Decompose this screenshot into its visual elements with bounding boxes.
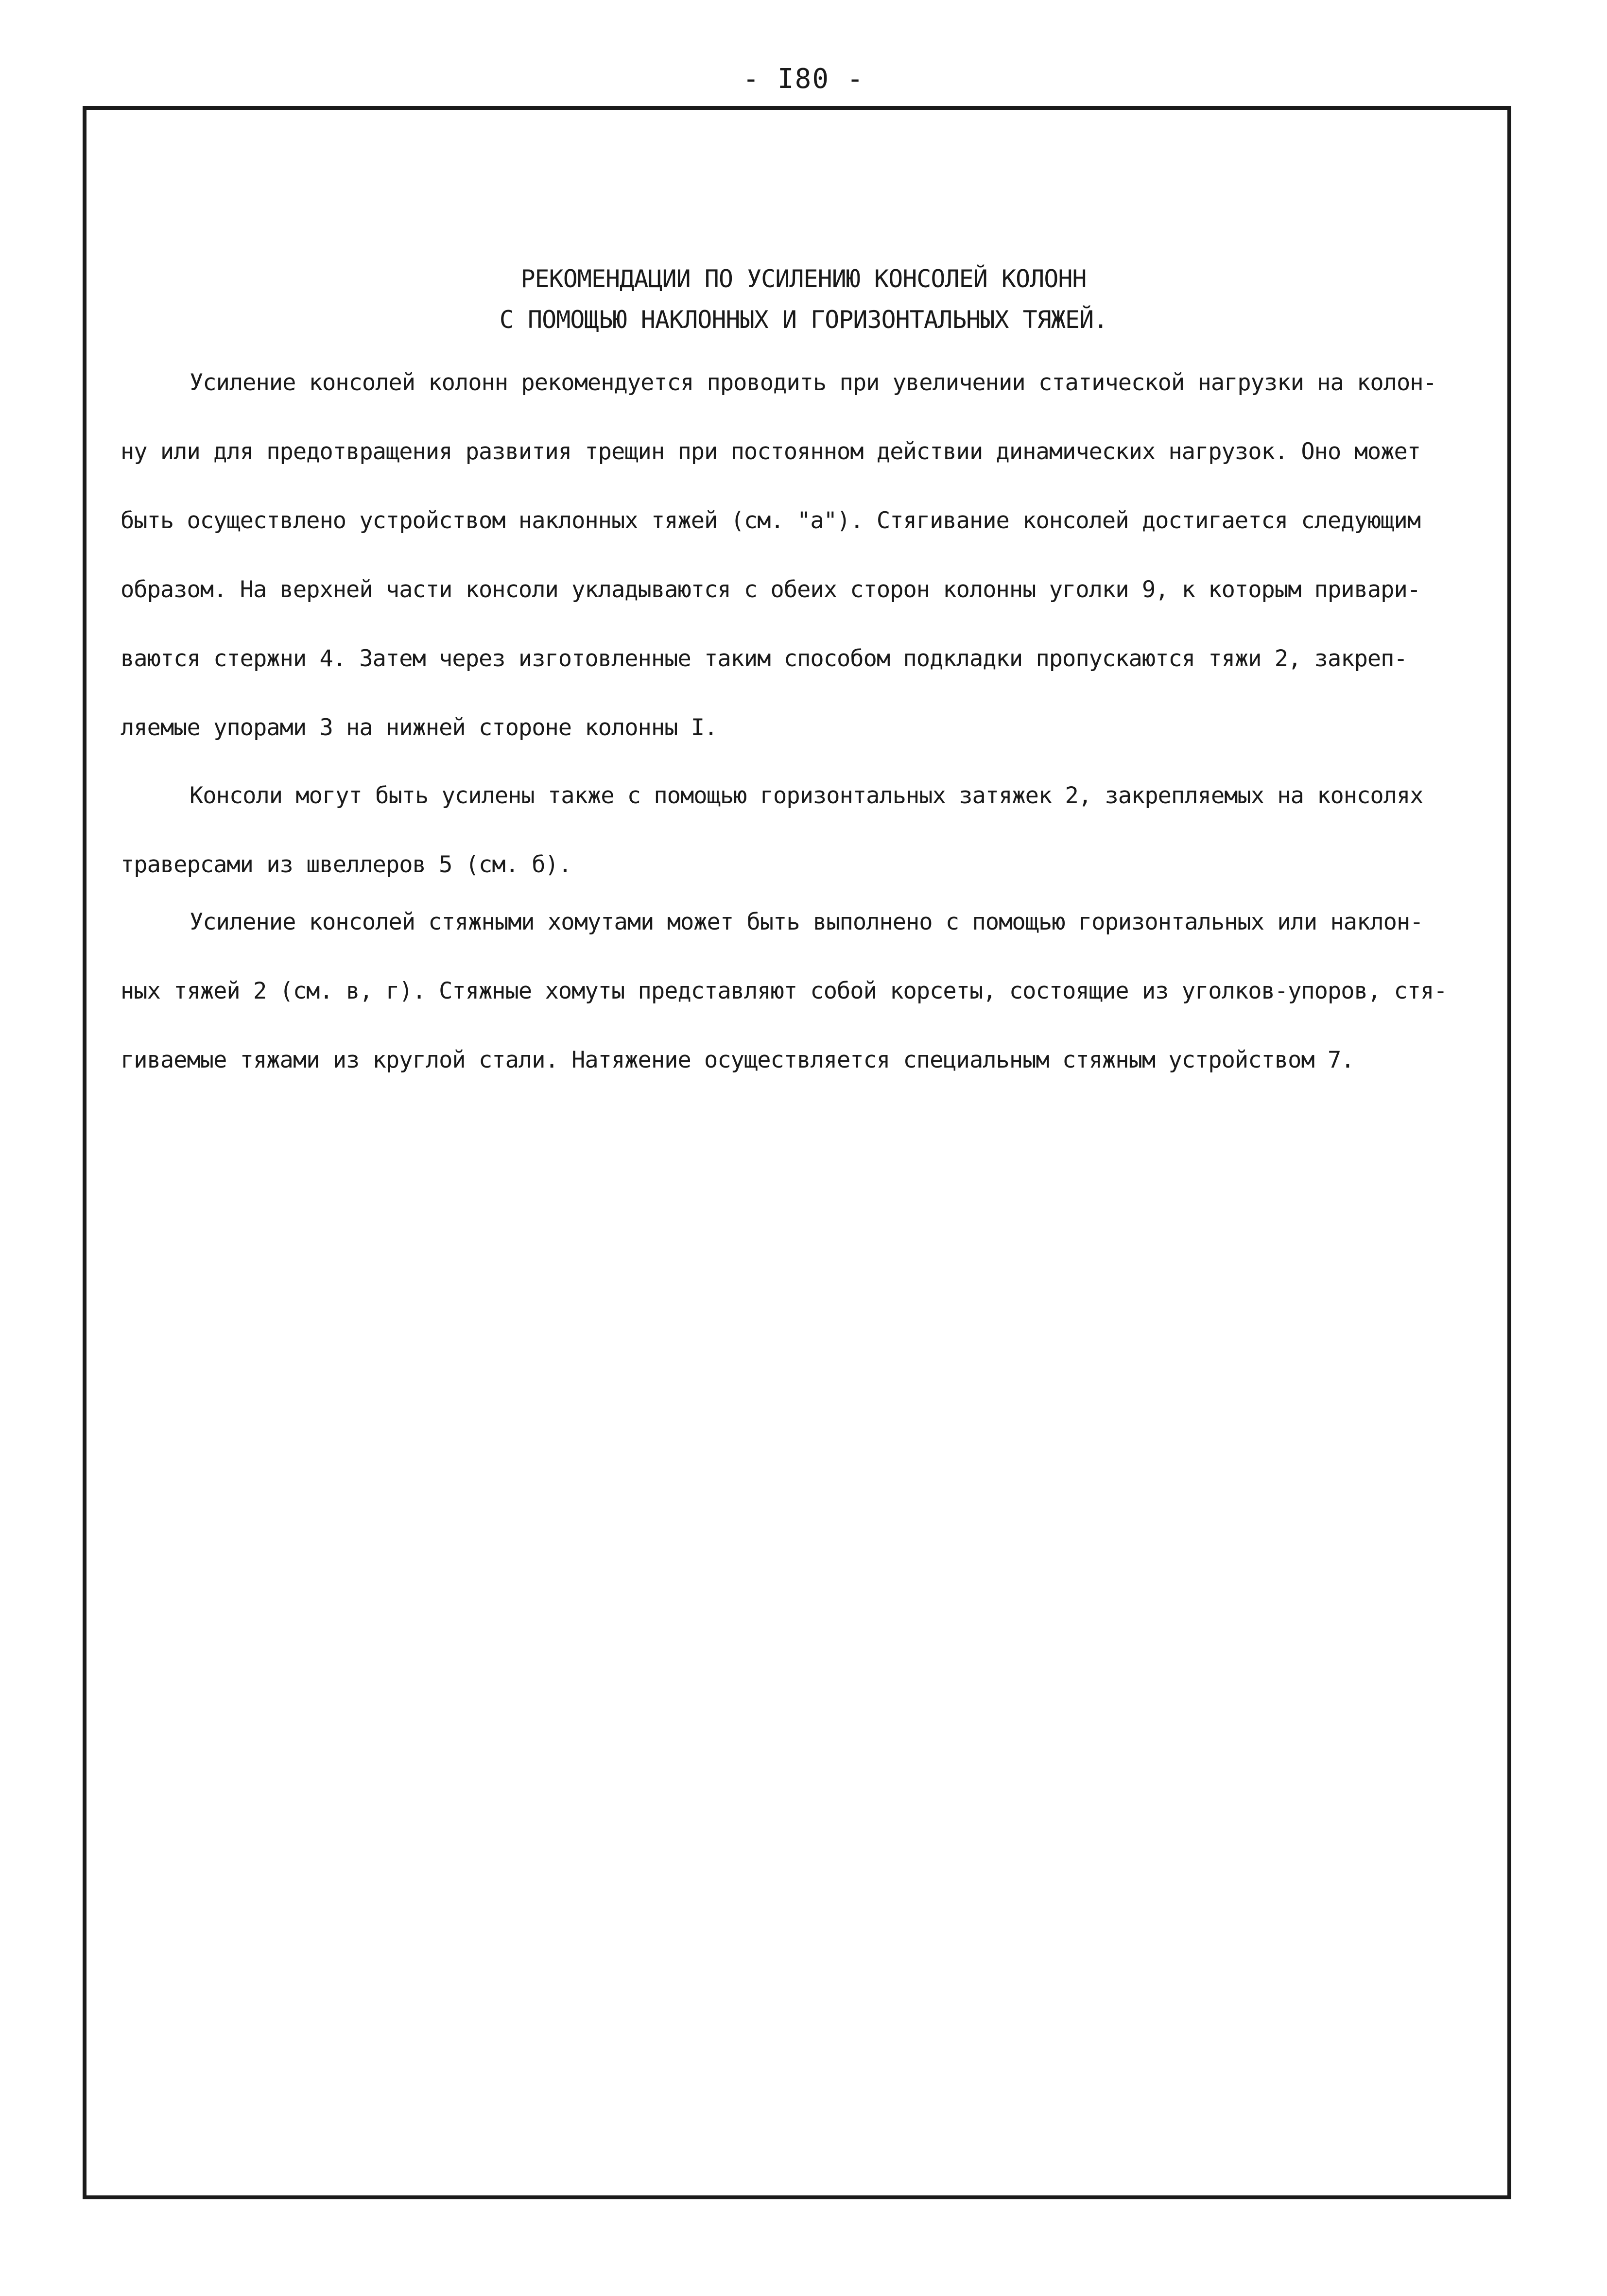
paragraph-line: ну или для предотвращения развития трещин при постоянном действии динамических нагрузок. Оно может (121, 438, 1421, 465)
paragraph-3 (121, 888, 1471, 1095)
paragraph-line: ляемые упорами 3 на нижней стороне колонны I. (121, 714, 718, 741)
paragraph-1 (121, 348, 1471, 762)
paragraph-line: траверсами из швеллеров 5 (см. б). (121, 851, 572, 878)
paragraph-line: образом. На верхней части консоли укладываются с обеих сторон колонны уголки 9, к которым привари- (121, 576, 1421, 603)
paragraph-line: гиваемые тяжами из круглой стали. Натяжение осуществляется специальным стяжным устройством 7. (121, 1047, 1354, 1073)
paragraph-line: ваются стержни 4. Затем через изготовленные таким способом подкладки пропускаются тяжи 2, закреп- (121, 645, 1407, 672)
paragraph-line: Консоли могут быть усилены также с помощью горизонтальных затяжек 2, закрепляемых на консолях (190, 782, 1423, 809)
paragraph-2 (121, 761, 1471, 899)
page-number: - I80 - (743, 63, 864, 95)
heading-line-2: С ПОМОЩЬЮ НАКЛОННЫХ И ГОРИЗОНТАЛЬНЫХ ТЯЖЕЙ. (499, 306, 1108, 334)
heading-line-1: РЕКОМЕНДАЦИИ ПО УСИЛЕНИЮ КОНСОЛЕЙ КОЛОНН (520, 265, 1087, 293)
paragraph-line: Усиление консолей колонн рекомендуется проводить при увеличении статической нагрузки на колон- (190, 369, 1436, 396)
paragraph-line: быть осуществлено устройством наклонных тяжей (см. "а"). Стягивание консолей достигается следующим (121, 507, 1421, 534)
paragraph-line: Усиление консолей стяжными хомутами может быть выполнено с помощью горизонтальных или наклон- (190, 909, 1423, 935)
paragraph-line: ных тяжей 2 (см. в, г). Стяжные хомуты представляют собой корсеты, состоящие из уголков-упоров, стя- (121, 978, 1447, 1004)
